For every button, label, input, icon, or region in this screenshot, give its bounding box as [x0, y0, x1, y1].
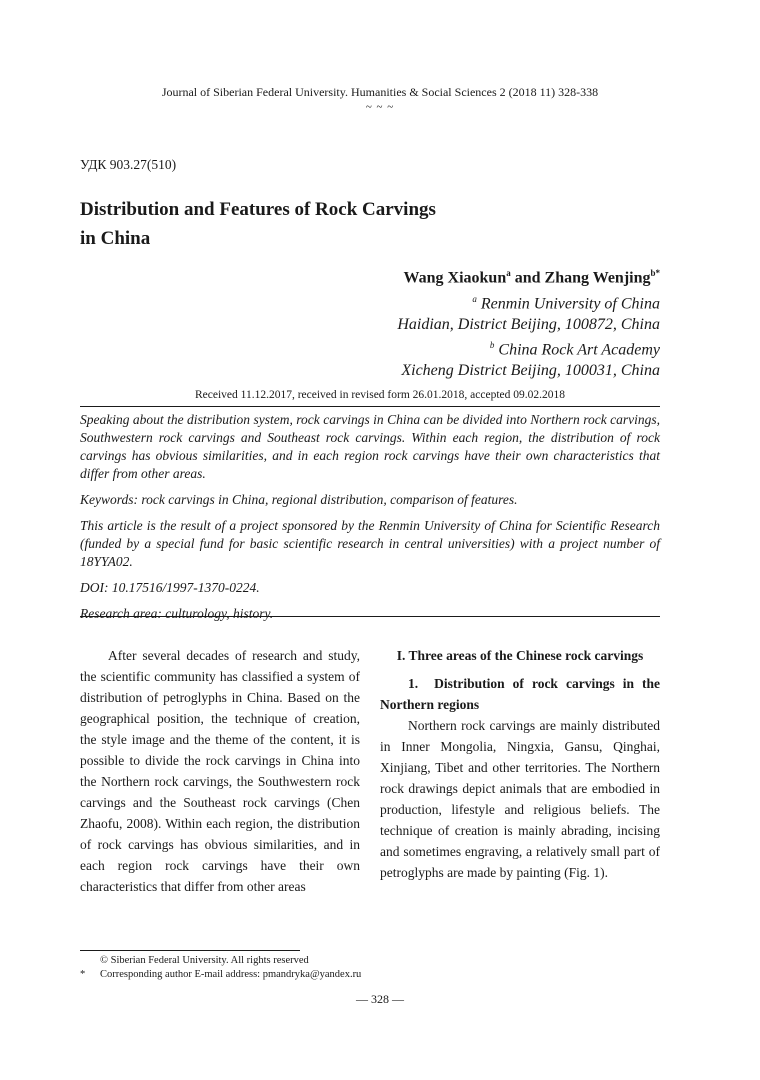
title-line-1: Distribution and Features of Rock Carvings — [80, 199, 436, 220]
header-separator: ~ ~ ~ — [365, 101, 395, 113]
section-heading: I. Three areas of the Chinese rock carvings — [396, 648, 644, 663]
page-number: — 328 — — [356, 992, 404, 1006]
affiliation-b — [180, 335, 660, 361]
author-1-sup: a — [506, 268, 511, 278]
footnote-email: Corresponding author E-mail address: pmandryka@yandex.ru — [100, 969, 362, 980]
udk-code: УДК 903.27(510) — [80, 157, 177, 172]
affiliation-a-mark: a — [472, 293, 477, 304]
northern-paragraph: Northern rock carvings are mainly distributed in Inner Mongolia, Ningxia, Gansu, Qinghai, Xinjiang, Tibet and other territories. The Northern rock drawings depict animals that are embodied in production, lifestyle and religious beliefs. The technique of creation is mainly abrading, incising and sometimes engraving, a relatively small part of petroglyphs are made by painting (Fig. 1). — [380, 718, 660, 880]
abstract-funding: This article is the result of a project sponsored by the Renmin University of China for Scientific Research (funded by a special fund for basic scientific research in central universities) with a project number of 18YYA02. — [80, 518, 660, 569]
title-line-2: in China — [80, 228, 151, 249]
authors-block — [180, 263, 660, 381]
received-dates: Received 11.12.2017, received in revised form 26.01.2018, accepted 09.02.2018 — [194, 389, 566, 401]
left-column — [80, 645, 360, 897]
intro-paragraph: After several decades of research and study, the scientific community has classified a system of distribution of petroglyphs in China. Based on the geographical position, the technique of creation, the style image and the theme of the content, it is possible to divide the rock carvings in China into the Northern rock carvings, the Southwestern rock carvings and the Southeast rock carvings (Chen Zhaofu, 2008). Within each region, the distribution of rock carvings has obvious similarities, and in each region rock carvings have their own characteristics that differ from other areas — [80, 648, 360, 894]
affiliation-b-mark: b — [489, 340, 495, 351]
abstract-top-rule — [80, 406, 660, 407]
affiliation-a-address: Haidian, District Beijing, 100872, China — [397, 315, 660, 333]
abstract-block — [80, 411, 660, 631]
footnote-rule — [80, 950, 300, 951]
author-names — [180, 263, 660, 289]
abstract-doi: DOI: 10.17516/1997-1370-0224. — [80, 580, 260, 595]
footnote-mark: * — [80, 969, 86, 980]
footnote-copyright: © Siberian Federal University. All rights reserved — [100, 955, 309, 966]
author-1: Wang Xiaokun — [403, 269, 507, 287]
abstract-bottom-rule — [80, 616, 660, 617]
author-connector: and — [510, 269, 545, 287]
abstract-summary: Speaking about the distribution system, rock carvings in China can be divided into Northern rock carvings, Southwestern rock carvings and Southeast rock carvings. Within each region, the distribution of rock carvings has obvious similarities, and in each region rock carvings have their own characteristics that differ from other areas. — [80, 412, 660, 481]
subsection-number: 1. — [408, 676, 419, 691]
footnote-corresponding — [80, 968, 660, 982]
subsection-heading — [380, 673, 660, 715]
author-2: Zhang Wenjing — [544, 269, 651, 287]
affiliation-a — [180, 289, 660, 315]
affiliation-b-name: China Rock Art Academy — [498, 341, 660, 359]
affiliation-a-name: Renmin University of China — [480, 295, 660, 313]
affiliation-b-address: Xicheng District Beijing, 100031, China — [401, 361, 660, 379]
subsection-title: Distribution of rock carvings in the Northern regions — [380, 676, 660, 712]
author-2-sup: b* — [650, 268, 660, 278]
right-column — [380, 645, 660, 883]
abstract-keywords: Keywords: rock carvings in China, regional distribution, comparison of features. — [80, 492, 518, 507]
article-title — [80, 195, 540, 253]
journal-header: Journal of Siberian Federal University. Humanities & Social Sciences 2 (2018 11) 328-338 — [161, 85, 599, 99]
abstract-research-area: Research area: culturology, history. — [80, 606, 274, 621]
